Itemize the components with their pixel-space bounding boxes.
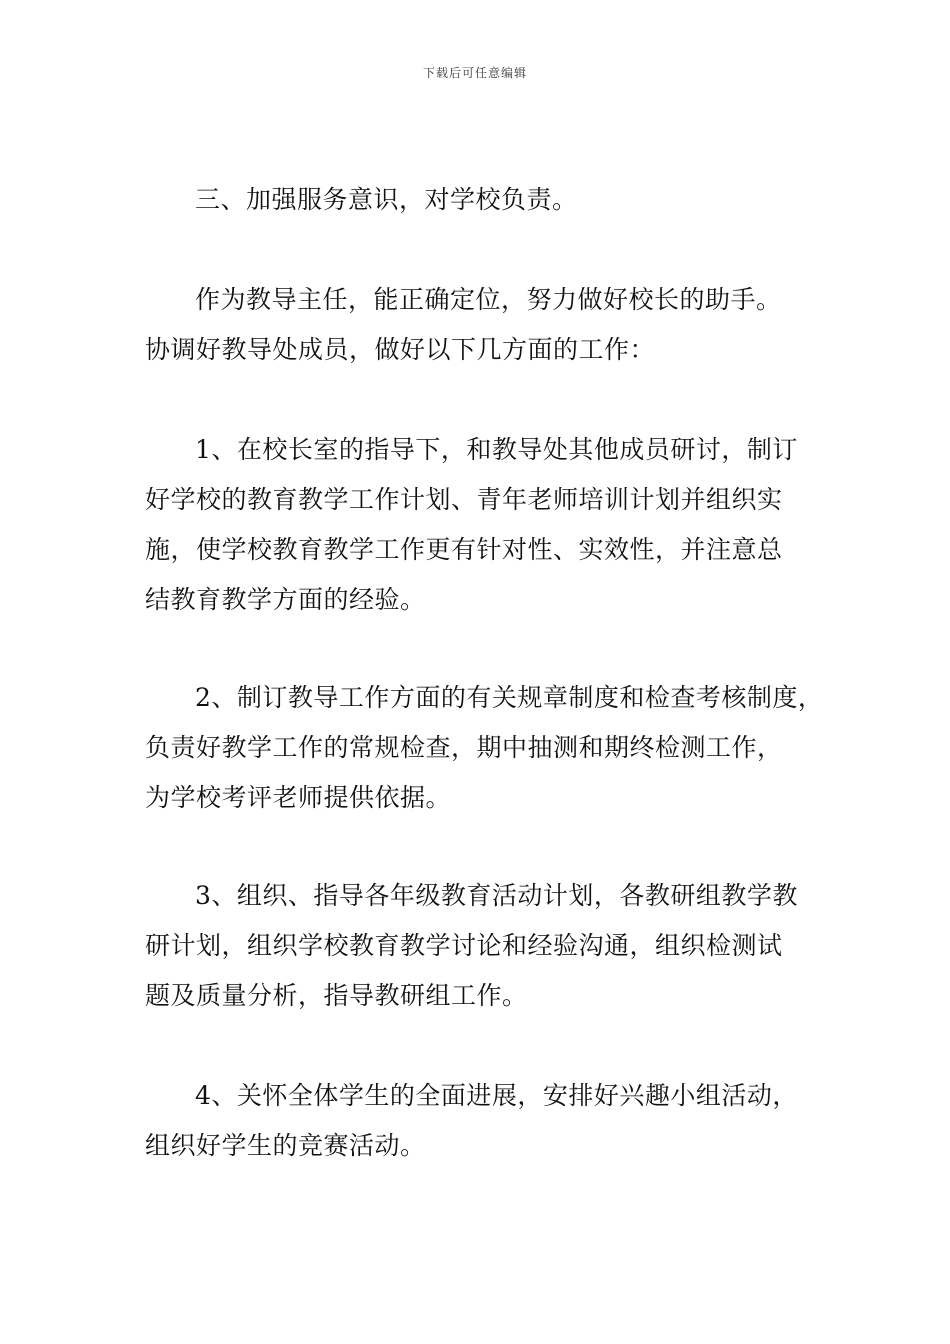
- header-note: 下载后可任意编辑: [422, 66, 527, 80]
- intro-line: 作为教导主任，能正确定位，努力做好校长的助手。: [195, 285, 782, 314]
- item-1-line: 1、在校长室的指导下，和教导处其他成员研讨，制订: [195, 435, 798, 464]
- intro-line: 协调好教导处成员，做好以下几方面的工作：: [145, 335, 656, 364]
- item-4-line: 4、关怀全体学生的全面进展，安排好兴趣小组活动，: [195, 1081, 798, 1110]
- item-2-line: 2、制订教导工作方面的有关规章制度和检查考核制度，: [195, 683, 824, 712]
- item-1-line: 结教育教学方面的经验。: [145, 585, 426, 614]
- item-4-line: 组织好学生的竞赛活动。: [145, 1131, 426, 1160]
- item-2-line: 负责好教学工作的常规检查，期中抽测和期终检测工作，: [145, 733, 783, 762]
- item-3-line: 3、组织、指导各年级教育活动计划，各教研组教学教: [195, 881, 798, 910]
- item-1-line: 好学校的教育教学工作计划、青年老师培训计划并组织实: [145, 485, 783, 514]
- section-heading: 三、加强服务意识，对学校负责。: [195, 185, 578, 214]
- item-3-line: 研计划，组织学校教育教学讨论和经验沟通，组织检测试: [145, 931, 783, 960]
- item-1-line: 施，使学校教育教学工作更有针对性、实效性，并注意总: [145, 535, 783, 564]
- item-3-line: 题及质量分析，指导教研组工作。: [145, 981, 528, 1010]
- item-2-line: 为学校考评老师提供依据。: [145, 783, 452, 812]
